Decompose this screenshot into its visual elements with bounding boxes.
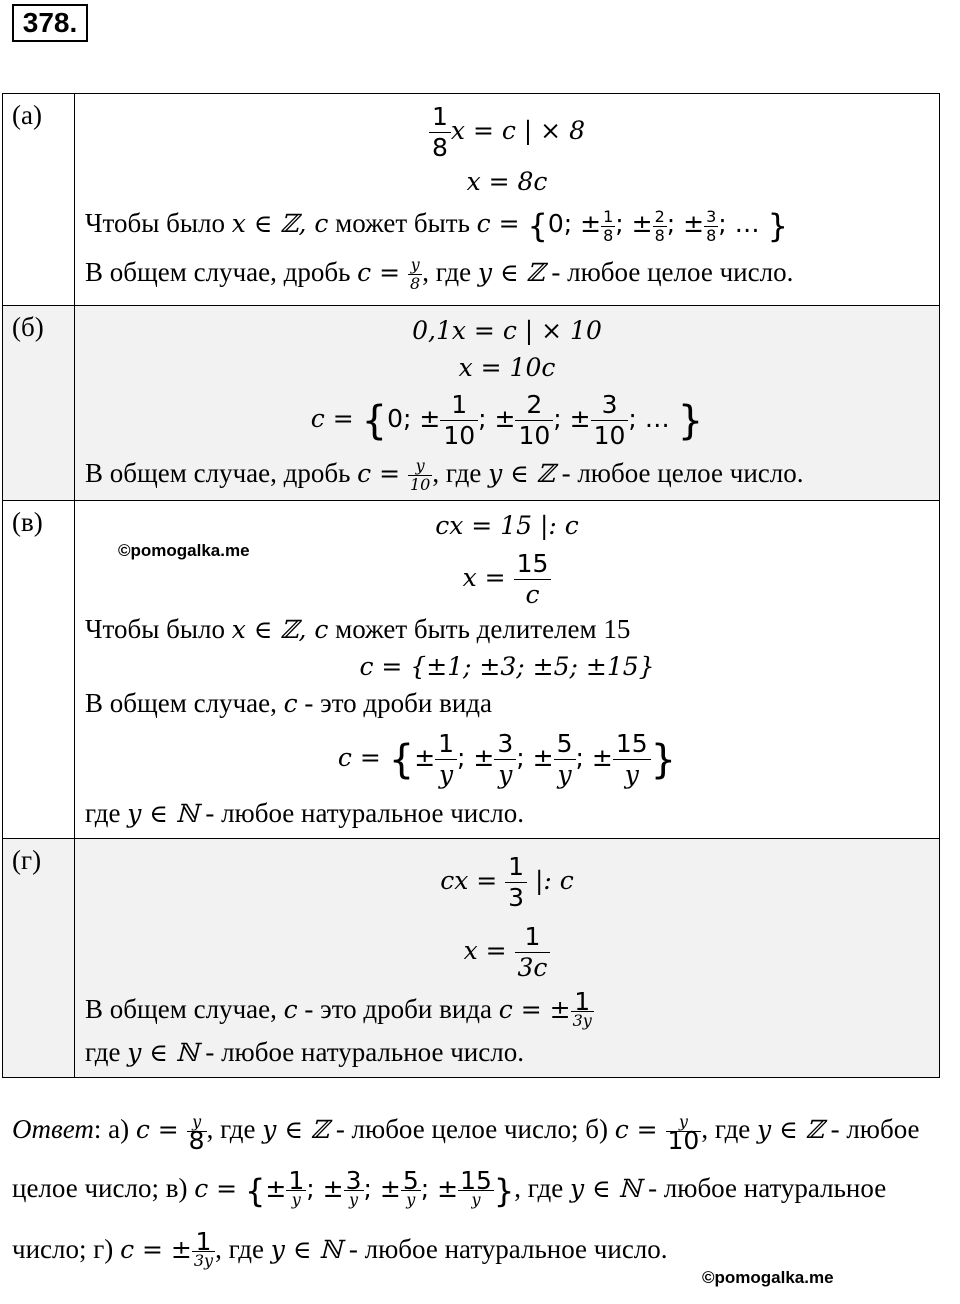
part-b-body xyxy=(75,306,940,501)
part-b-label: (б) xyxy=(3,306,75,501)
part-g-label: (г) xyxy=(3,838,75,1077)
part-a-row xyxy=(3,94,940,306)
part-v-eq1: cx = 15 |: c xyxy=(435,511,579,541)
part-g-general: В общем случае, c - это дроби вида c = ± $\frac{1}{3y}$ xyxy=(85,987,592,1031)
part-g-where: где y ∈ ℕ - любое натуральное число. xyxy=(85,1036,524,1067)
part-b-set: c = {0; ± $\frac{1}{10}$ ; ± $\frac{2}{10}$ ; ± $\frac{3}{10}$ ; … } xyxy=(310,390,704,451)
part-g-eq2: x = $\frac{1}{3c}$ xyxy=(85,916,929,985)
fraction: $\frac{1}{8}$ xyxy=(429,102,451,163)
part-b-eq1: 0,1x = c | × 10 xyxy=(412,316,602,345)
watermark: ©pomogalka.me xyxy=(118,541,250,560)
part-v-general: В общем случае, c - это дроби вида xyxy=(85,688,493,719)
problem-number: 378. xyxy=(12,4,88,42)
part-v-where: где y ∈ ℕ - любое натуральное число. xyxy=(85,797,524,828)
answer-label: Ответ xyxy=(12,1114,94,1144)
part-v-set: c = {± $\frac{1}{y}$ ; ± $\frac{3}{y}$ ; ± $\frac{5}{y}$ ; ± $\frac{15}{y}$ } xyxy=(337,729,677,790)
part-g-eq1: cx = $\frac{1}{3}$ |: c xyxy=(440,852,574,913)
part-v-divisors: c = {±1; ±3; ±5; ±15} xyxy=(359,652,655,682)
part-b-row xyxy=(3,306,940,501)
part-a-condition: Чтобы было x ∈ ℤ, c может быть c = {0; ± $\frac{1}{8}$ ; ± $\frac{2}{8}$ ; ± $\frac{3}{8}$ ; … } xyxy=(85,206,788,246)
part-v-label: (в) xyxy=(3,501,75,839)
part-v-eq2: x = $\frac{15}{c}$ xyxy=(85,544,929,611)
answer-block: Ответ: а) c = $\frac{y}{8}$ , где y ∈ ℤ - любое целое число; б) c = $\frac{y}{10}$ , где y ∈ ℤ - любое целое число; в) c = {± $\frac{1}{y}$ ; ± $\frac{3}{y}$ ; ± $\frac{5}{y}$ ; ± $\frac{15}{y}$ }, где y ∈ ℕ - любое натуральное число; г) c = ± $\frac{1}{3y}$ , где y ∈ ℕ - любое натуральное число. xyxy=(12,1112,920,1271)
part-b-general: В общем случае, дробь c = $\frac{y}{10}$ , где y ∈ ℤ - любое целое число. xyxy=(85,456,804,495)
part-a-eq1: $\frac{1}{8}$ x = c | × 8 xyxy=(85,100,929,163)
watermark-bottom: ©pomogalka.me xyxy=(702,1268,834,1287)
part-g-body xyxy=(75,838,940,1077)
solution-table xyxy=(2,93,940,1078)
part-g-row xyxy=(3,838,940,1077)
part-a-general: В общем случае, дробь c = $\frac{y}{8}$ , где y ∈ ℤ - любое целое число. xyxy=(85,255,794,294)
part-v-condition: Чтобы было x ∈ ℤ, c может быть делителем 15 xyxy=(85,614,631,645)
part-b-eq2: x = 10c xyxy=(458,353,556,382)
part-a-eq2: x = 8c xyxy=(466,167,548,197)
part-a-body xyxy=(75,94,940,306)
part-a-label: (а) xyxy=(3,94,75,306)
